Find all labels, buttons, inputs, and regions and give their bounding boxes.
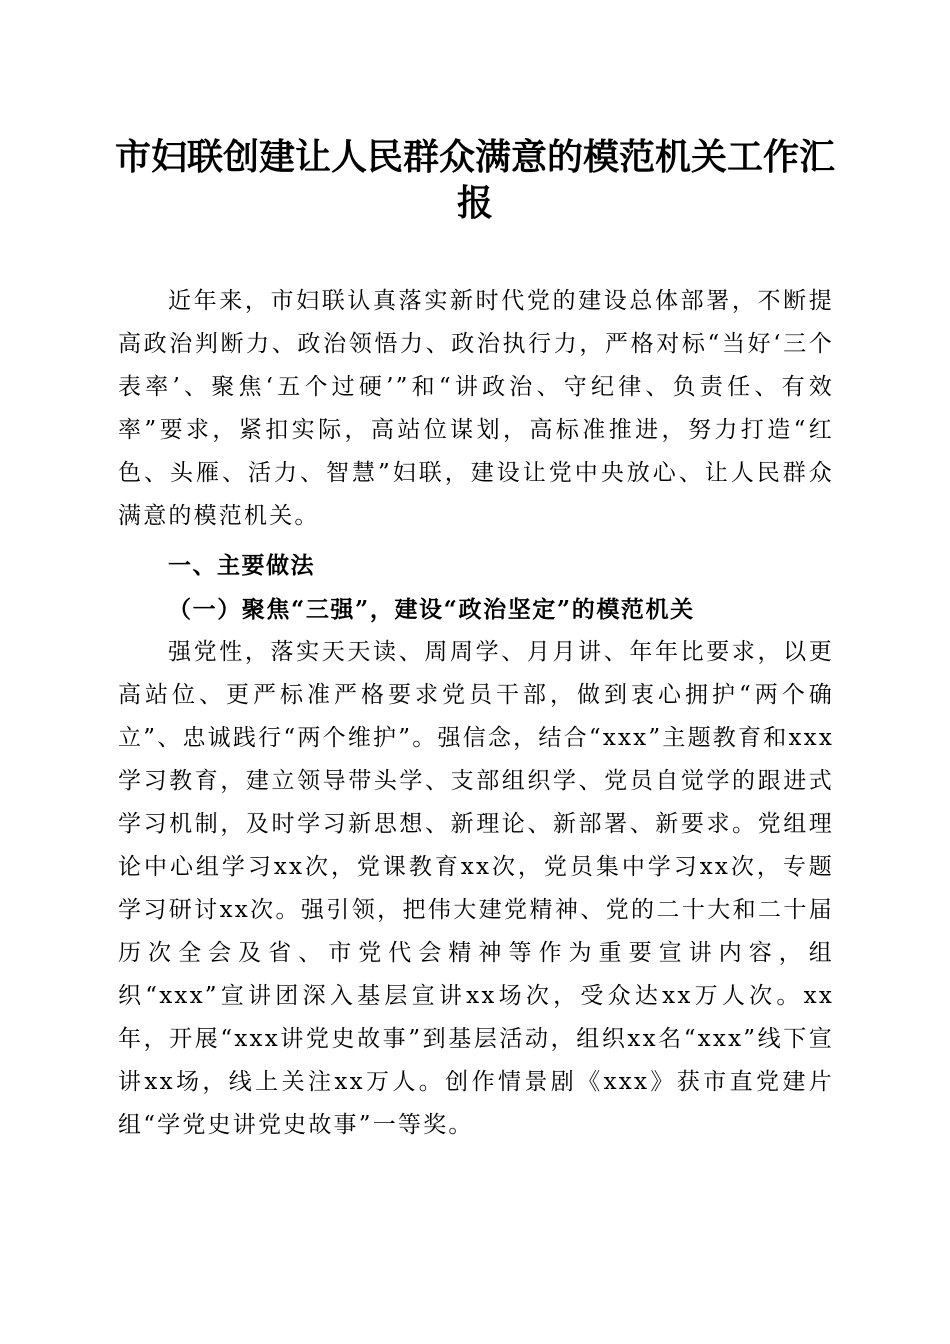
section-heading: 一、主要做法	[168, 553, 315, 579]
document-title: 市妇联创建让人民群众满意的模范机关工作汇报	[114, 136, 835, 224]
subsection-paragraph: 强党性，落实天天读、周周学、月月讲、年年比要求，以更高站位、更严标准严格要求党员干部，做到衷心拥护“两个确立”、忠诚践行“两个维护”。强信念，结合“xxx”主题教育和xxx学习教育，建立领导带头学、支部组织学、党员自觉学的跟进式学习机制，及时学习新思想、新理论、新部署、新要求。党组理论中心组学习xx次，党课教育xx次，党员集中学习xx次，专题学习研讨xx次。强引领，把伟大建党精神、党的二十大和二十届历次全会及省、市党代会精神等作为重要宣讲内容，组织“xxx”宣讲团深入基层宣讲xx场次，受众达xx万人次。xx年，开展“xxx讲党史故事”到基层活动，组织xx名“xxx”线下宣讲xx场，线上关注xx万人。创作情景剧《xxx》获市直党建片组“学党史讲党史故事”一等奖。	[118, 639, 834, 1138]
subsection-heading: （一）聚焦“三强”，建设“政治坚定”的模范机关	[168, 596, 695, 623]
intro-paragraph: 近年来，市妇联认真落实新时代党的建设总体部署，不断提高政治判断力、政治领悟力、政治执行力，严格对标“当好‘三个表率’、聚焦‘五个过硬’”和“讲政治、守纪律、负责任、有效率”要求，紧扣实际，高站位谋划，高标准推进，努力打造“红色、头雁、活力、智慧”妇联，建设让党中央放心、让人民群众满意的模范机关。	[118, 288, 834, 529]
